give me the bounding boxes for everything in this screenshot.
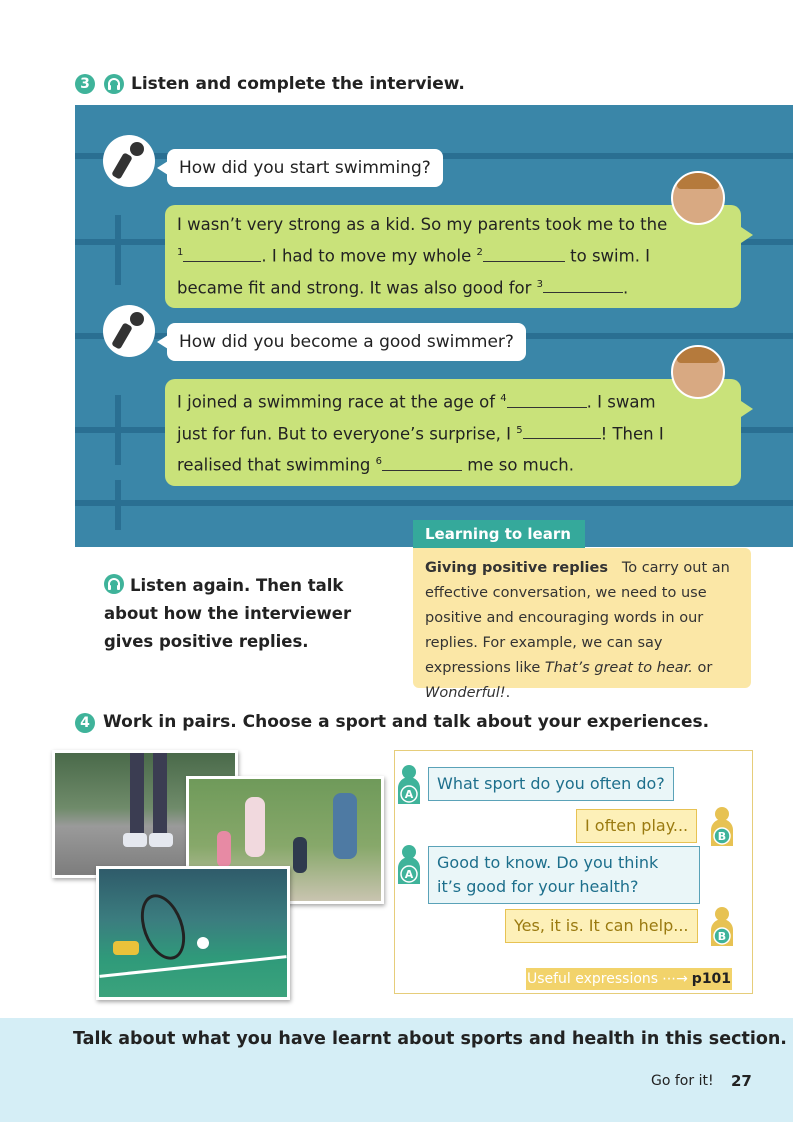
answer-2: I joined a swimming race at the age of $^4$ . I swam just for fun. But to everyone’s surprise, I $^5$ ! Then I realised that swimming $^6$ me so much. [165, 379, 741, 486]
speaker-b-icon [710, 806, 734, 846]
headphones-icon [104, 74, 124, 94]
dialogue-line-a1: What sport do you often do? [428, 767, 674, 801]
blank-1[interactable] [183, 243, 261, 262]
interview-panel [75, 105, 793, 547]
svg-text:A: A [404, 788, 414, 801]
question-1: How did you start swimming? [167, 149, 443, 187]
speaker-b-icon [710, 906, 734, 946]
section-title: Work in pairs. Choose a sport and talk about your experiences. [103, 712, 710, 732]
answer-1: I wasn’t very strong as a kid. So my parents took me to the $^1$ . I had to move my whole $^2$ to swim. I became fit and strong. It was also good for $^3$ . [165, 205, 741, 308]
svg-text:B: B [717, 830, 727, 843]
dialogue-line-a2: Good to know. Do you think it’s good for your health? [428, 846, 700, 904]
svg-text:B: B [717, 930, 727, 943]
blank-6[interactable] [382, 452, 462, 471]
microphone-icon [103, 305, 155, 357]
section-number-4: 4 [75, 713, 95, 733]
dialogue-line-b2: Yes, it is. It can help... [505, 909, 698, 943]
svg-text:A: A [404, 868, 414, 881]
boy-avatar [671, 171, 725, 225]
section-title: Listen and complete the interview. [131, 74, 465, 94]
boy-avatar [671, 345, 725, 399]
listen-again-instruction: Listen again. Then talk about how the interviewer gives positive replies. [104, 576, 352, 651]
page-number: 27 [731, 1072, 752, 1090]
blank-2[interactable] [483, 243, 565, 262]
blank-4[interactable] [507, 389, 587, 408]
blank-3[interactable] [543, 274, 623, 293]
blank-5[interactable] [523, 420, 601, 439]
useful-expressions-link[interactable]: Useful expressions ⋯→ p101 [526, 968, 732, 990]
summary-instruction: Talk about what you have learnt about sports and health in this section. [73, 1029, 787, 1049]
microphone-icon [103, 135, 155, 187]
learning-to-learn-tab: Learning to learn [413, 520, 585, 548]
dialogue-line-b1: I often play... [576, 809, 697, 843]
learning-to-learn-note: Giving positive replies To carry out an effective conversation, we need to use positive and encouraging words in our replies. For example, we can say expressions like That’s great to hear. or Wonderful!. [413, 548, 751, 688]
speaker-a-icon [397, 844, 421, 884]
speaker-a-icon [397, 764, 421, 804]
badminton-photo [96, 866, 290, 1000]
section-number-3: 3 [75, 74, 95, 94]
question-2: How did you become a good swimmer? [167, 323, 526, 361]
book-title: Go for it! [651, 1073, 714, 1089]
